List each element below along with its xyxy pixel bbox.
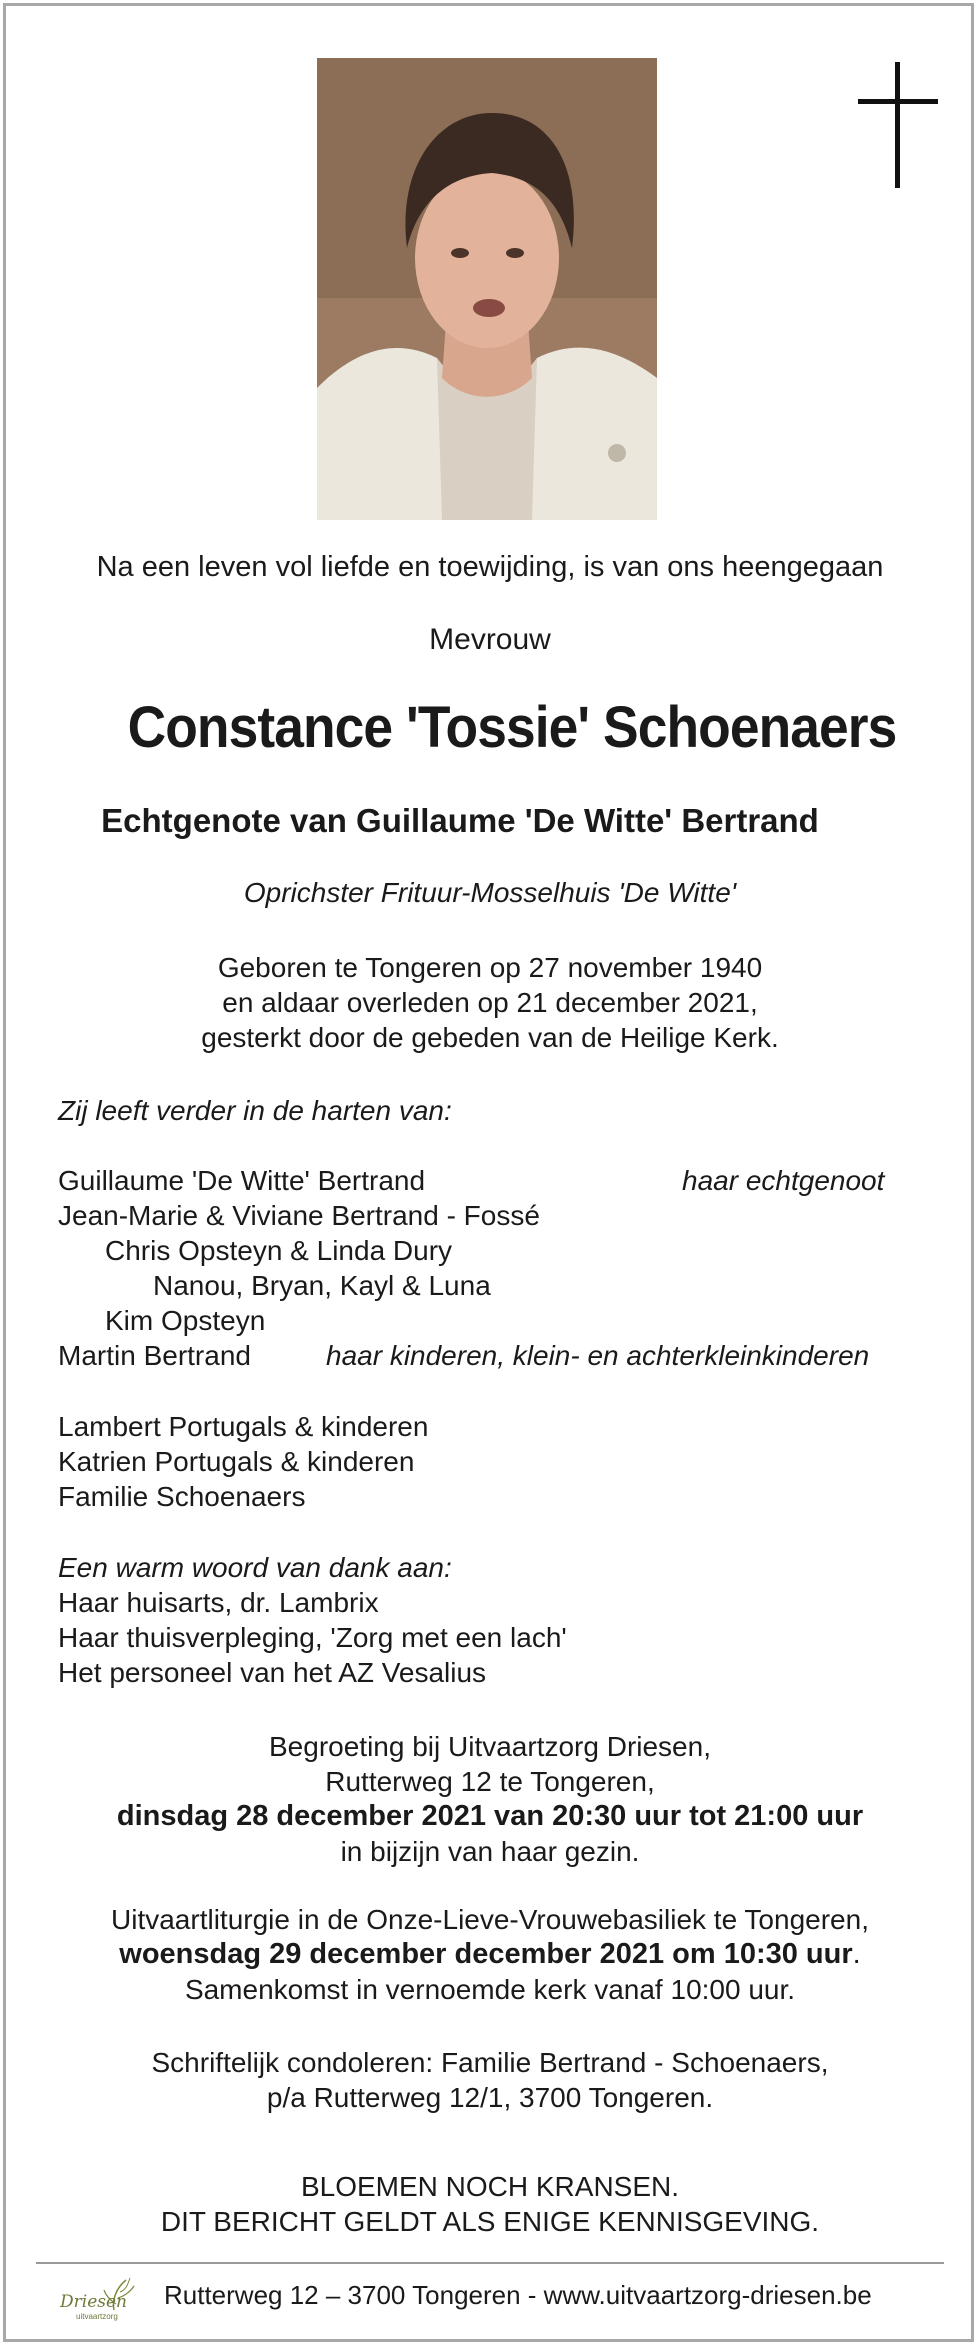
greeting-line-4: in bijzijn van haar gezin. xyxy=(340,1836,640,1867)
salutation: Mevrouw xyxy=(429,623,551,656)
birth-line-3: gesterkt door de gebeden van de Heilige Kerk. xyxy=(201,1022,779,1053)
family-husband-name: Guillaume 'De Witte' Bertrand xyxy=(58,1165,426,1196)
footer-divider xyxy=(36,2262,944,2264)
thanks-1: Haar huisarts, dr. Lambrix xyxy=(58,1587,379,1618)
driesen-logo xyxy=(56,2274,142,2326)
funeral-block xyxy=(0,1902,980,2007)
family-line-5: Kim Opsteyn xyxy=(105,1305,266,1336)
founder-line: Oprichster Frituur-Mosselhuis 'De Witte' xyxy=(243,877,737,908)
logo-text: Driesen xyxy=(60,2292,127,2312)
condolence-block xyxy=(0,2045,980,2115)
condolence-line-1: Schriftelijk condoleren: Familie Bertrand - Schoenaers, xyxy=(151,2047,829,2078)
family-line-4: Nanou, Bryan, Kayl & Luna xyxy=(153,1270,491,1301)
closing-line-2: DIT BERICHT GELDT ALS ENIGE KENNISGEVING. xyxy=(160,2206,820,2237)
logo-subtext: uitvaartzorg xyxy=(76,2312,118,2321)
footer-address: Rutterweg 12 – 3700 Tongeren - www.uitvaartzorg-driesen.be xyxy=(164,2280,872,2310)
family-line-3: Chris Opsteyn & Linda Dury xyxy=(105,1235,453,1266)
greeting-line-1: Begroeting bij Uitvaartzorg Driesen, xyxy=(269,1731,711,1762)
intro-text: Na een leven vol liefde en toewijding, is van ons heengegaan xyxy=(96,551,884,583)
relative-3: Familie Schoenaers xyxy=(58,1481,306,1512)
closing-block xyxy=(0,2169,980,2239)
family-line-2: Jean-Marie & Viviane Bertrand - Fossé xyxy=(58,1200,540,1231)
spouse-line: Echtgenote van Guillaume 'De Witte' Bertrand xyxy=(101,802,819,839)
relative-1: Lambert Portugals & kinderen xyxy=(58,1411,429,1442)
family-line-6-name: Martin Bertrand xyxy=(58,1340,251,1371)
family-husband-role: haar echtgenoot xyxy=(682,1165,885,1196)
closing-line-1: BLOEMEN NOCH KRANSEN. xyxy=(300,2171,680,2202)
greeting-block xyxy=(0,1729,980,1869)
thanks-2: Haar thuisverpleging, 'Zorg met een lach' xyxy=(58,1622,567,1653)
greeting-when: dinsdag 28 december 2021 van 20:30 uur tot 21:00 uur xyxy=(116,1800,864,1832)
birth-line-2: en aldaar overleden op 21 december 2021, xyxy=(222,987,758,1018)
funeral-line-3: Samenkomst in vernoemde kerk vanaf 10:00 uur. xyxy=(184,1974,796,2005)
funeral-when-suffix: . xyxy=(852,1938,861,1970)
portrait-photo xyxy=(317,58,657,520)
birth-block xyxy=(0,950,980,1055)
birth-line-1: Geboren te Tongeren op 27 november 1940 xyxy=(217,952,763,983)
cross-icon xyxy=(858,62,938,188)
funeral-when: woensdag 29 december december 2021 om 10:30 uur xyxy=(119,1938,853,1970)
portrait-illustration xyxy=(317,58,657,520)
thanks-heading: Een warm woord van dank aan: xyxy=(58,1552,452,1583)
greeting-line-2: Rutterweg 12 te Tongeren, xyxy=(325,1766,655,1797)
funeral-when-line xyxy=(0,1937,980,1972)
lives-on-heading: Zij leeft verder in de harten van: xyxy=(58,1095,452,1126)
family-line-6-role: haar kinderen, klein- en achterkleinkinderen xyxy=(326,1340,870,1371)
relative-2: Katrien Portugals & kinderen xyxy=(58,1446,415,1477)
funeral-line-1: Uitvaartliturgie in de Onze-Lieve-Vrouwebasiliek te Tongeren, xyxy=(111,1904,869,1935)
deceased-name: Constance 'Tossie' Schoenaers xyxy=(127,695,897,760)
thanks-3: Het personeel van het AZ Vesalius xyxy=(58,1657,487,1688)
condolence-line-2: p/a Rutterweg 12/1, 3700 Tongeren. xyxy=(266,2082,714,2113)
